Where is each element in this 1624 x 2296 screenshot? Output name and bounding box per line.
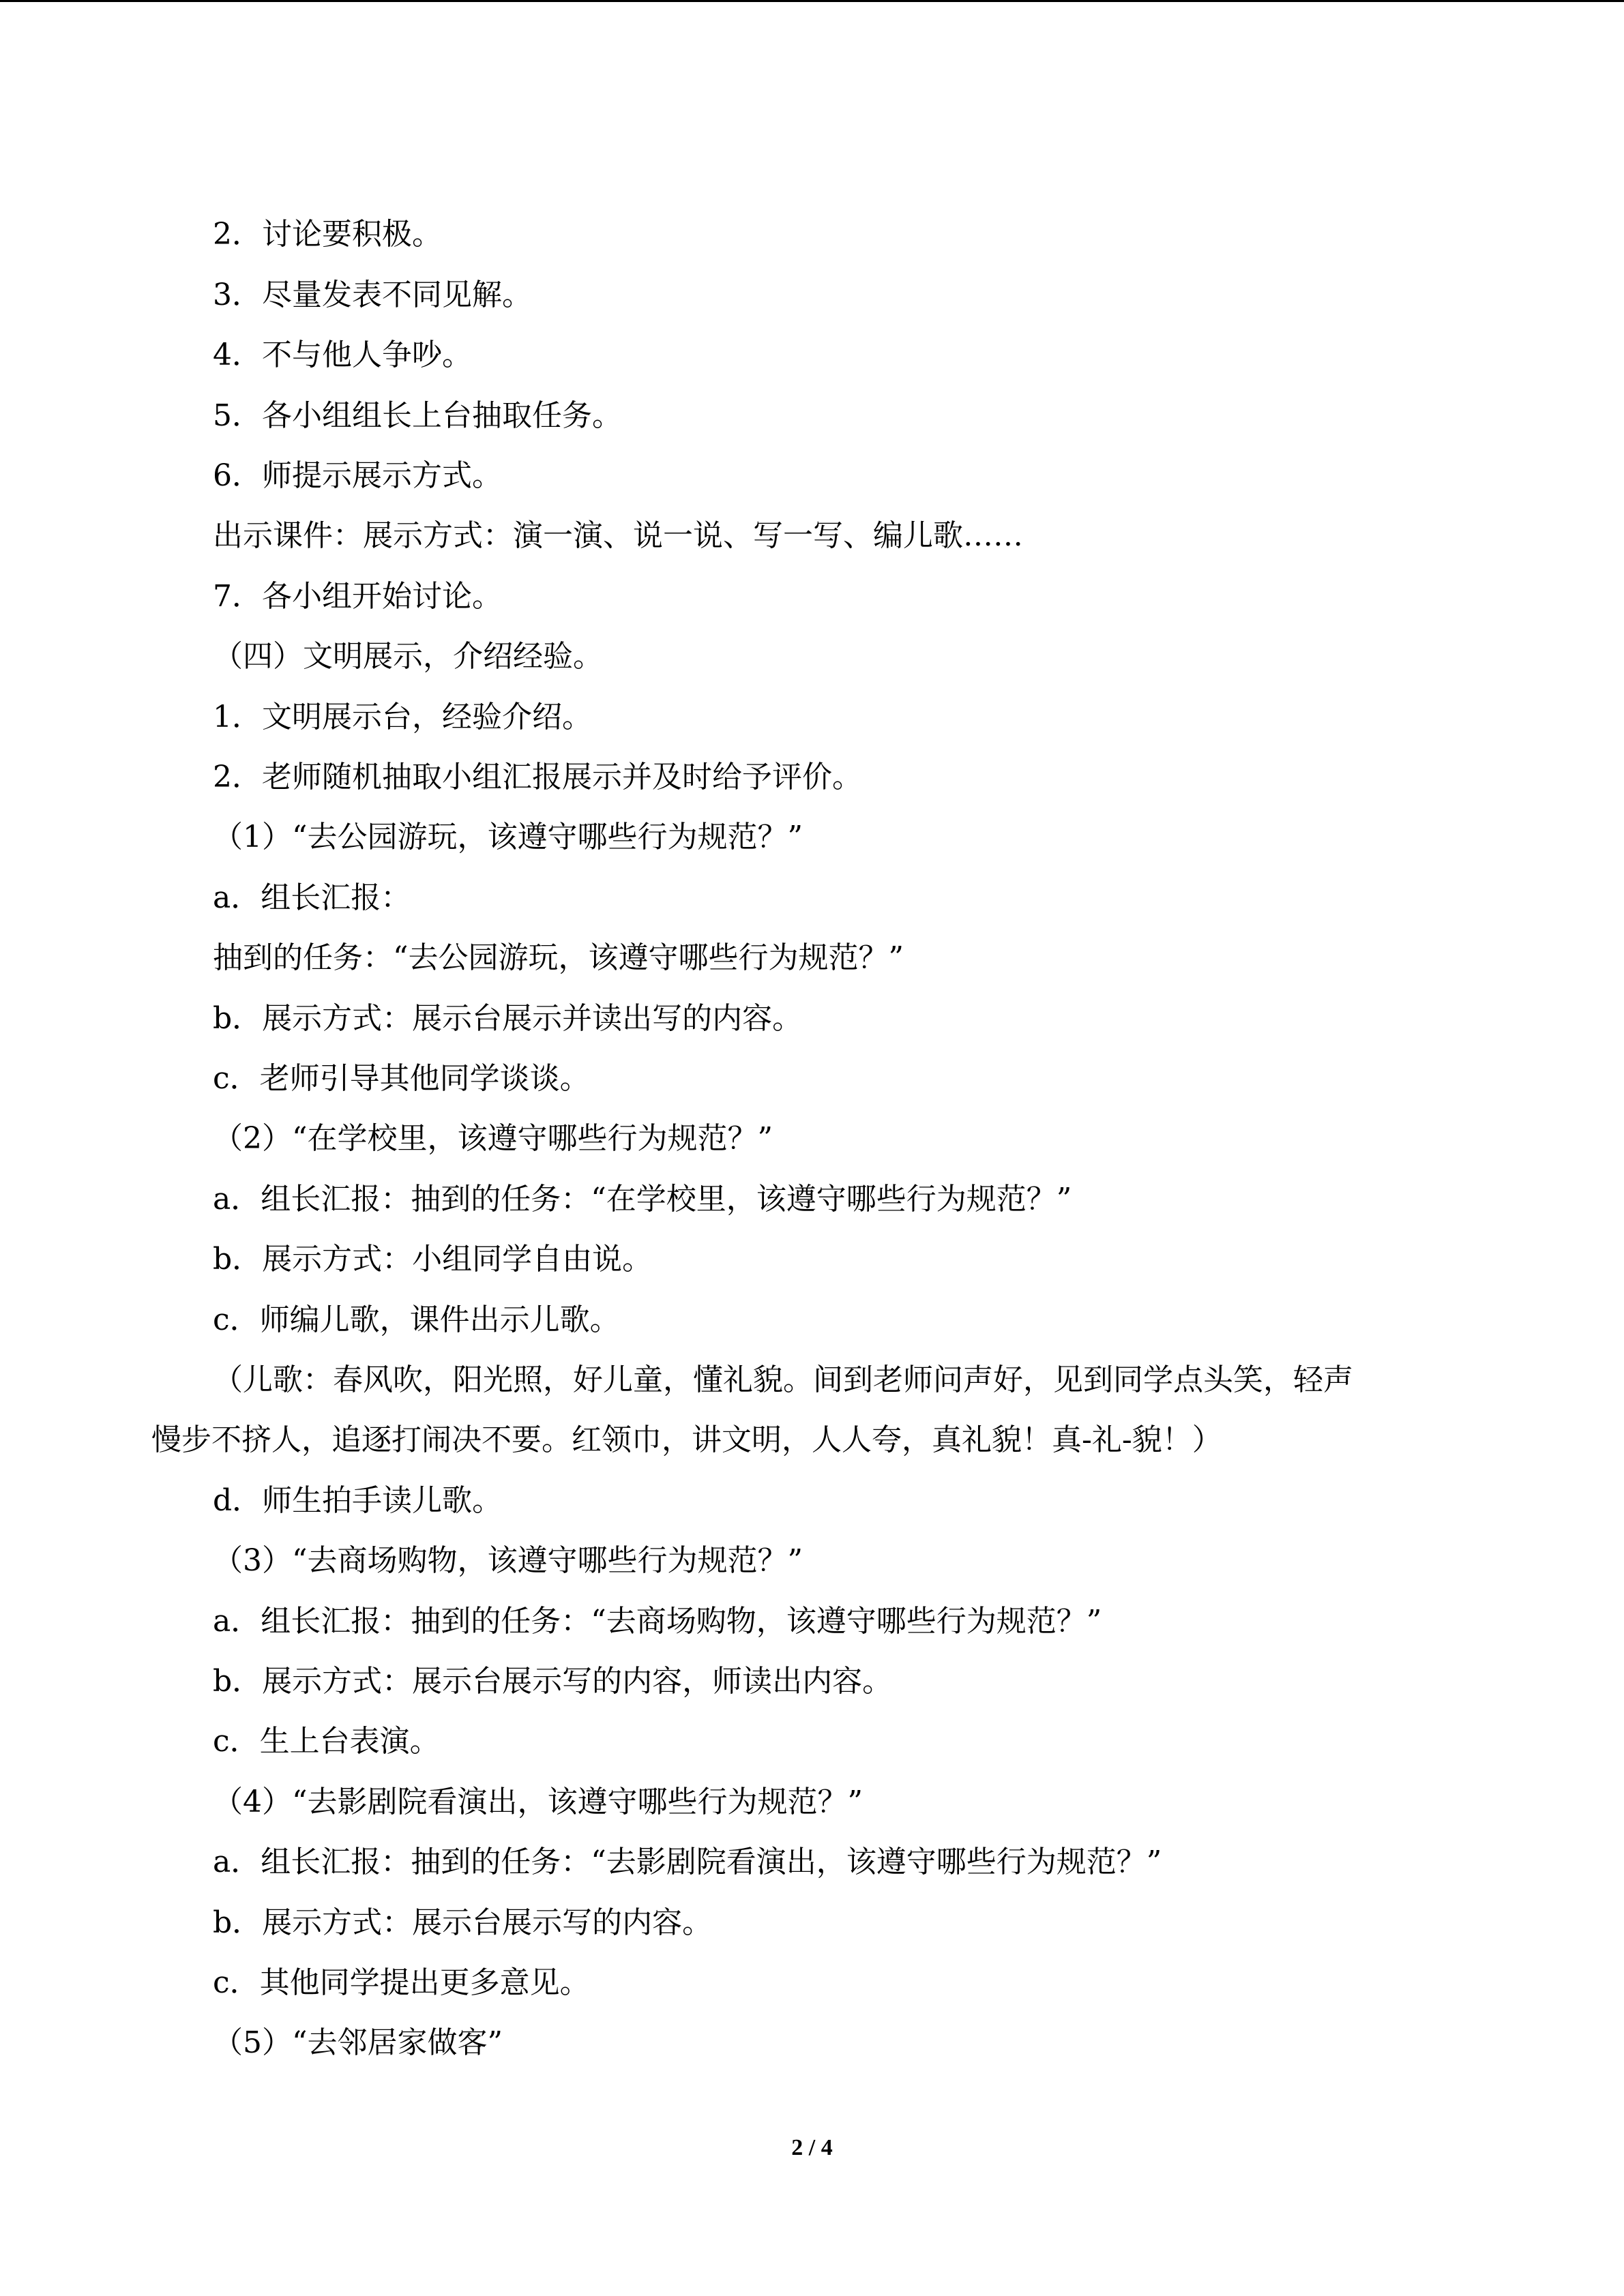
text-line: 4．不与他人争吵。 — [213, 338, 472, 372]
text-line: （儿歌：春风吹，阳光照，好儿童，懂礼貌。间到老师问声好，见到同学点头笑，轻声 — [213, 1362, 1353, 1397]
text-line: a．组长汇报：抽到的任务：“在学校里，该遵守哪些行为规范？” — [213, 1182, 1072, 1217]
page-number: 2 / 4 — [791, 2135, 833, 2160]
text-line: a．组长汇报： — [213, 880, 411, 915]
text-line: 5．各小组组长上台抽取任务。 — [213, 398, 622, 433]
section-heading: （四）文明展示，介绍经验。 — [213, 639, 603, 674]
text-line: d．师生拍手读儿歌。 — [213, 1483, 503, 1518]
text-line: c．老师引导其他同学谈谈。 — [213, 1061, 590, 1096]
text-line: b．展示方式：展示台展示写的内容，师读出内容。 — [213, 1664, 893, 1699]
text-line: c．师编儿歌，课件出示儿歌。 — [213, 1302, 620, 1337]
text-line: a．组长汇报：抽到的任务：“去影剧院看演出，该遵守哪些行为规范？” — [213, 1845, 1162, 1879]
text-line: （5）“去邻居家做客” — [213, 2025, 503, 2060]
text-line: 6．师提示展示方式。 — [213, 458, 502, 493]
text-line: 抽到的任务：“去公园游玩，该遵守哪些行为规范？” — [213, 940, 904, 975]
text-line: b．展示方式：展示台展示并读出写的内容。 — [213, 1001, 803, 1036]
text-line: 7．各小组开始讨论。 — [213, 579, 502, 614]
text-line: b．展示方式：小组同学自由说。 — [213, 1242, 653, 1277]
text-line: 2．讨论要积极。 — [213, 217, 442, 252]
text-line: c．其他同学提出更多意见。 — [213, 1965, 590, 2000]
text-line: 1．文明展示台，经验介绍。 — [213, 700, 592, 734]
text-line: 3．尽量发表不同见解。 — [213, 278, 532, 312]
text-line: （2）“在学校里，该遵守哪些行为规范？” — [213, 1121, 773, 1156]
text-line: a．组长汇报：抽到的任务：“去商场购物，该遵守哪些行为规范？” — [213, 1604, 1102, 1639]
text-line: （3）“去商场购物，该遵守哪些行为规范？” — [213, 1543, 803, 1578]
text-line: （4）“去影剧院看演出，该遵守哪些行为规范？” — [213, 1785, 863, 1819]
text-line: b．展示方式：展示台展示写的内容。 — [213, 1905, 713, 1940]
text-line: （1）“去公园游玩，该遵守哪些行为规范？” — [213, 820, 803, 854]
text-line: 出示课件：展示方式：演一演、说一说、写一写、编儿歌…… — [213, 518, 1023, 553]
text-line: 慢步不挤人，追逐打闹决不要。红领巾，讲文明，人人夸，真礼貌！真-礼-貌！） — [151, 1422, 1222, 1457]
text-line: c．生上台表演。 — [213, 1724, 440, 1759]
text-line: 2．老师随机抽取小组汇报展示并及时给予评价。 — [213, 760, 862, 794]
